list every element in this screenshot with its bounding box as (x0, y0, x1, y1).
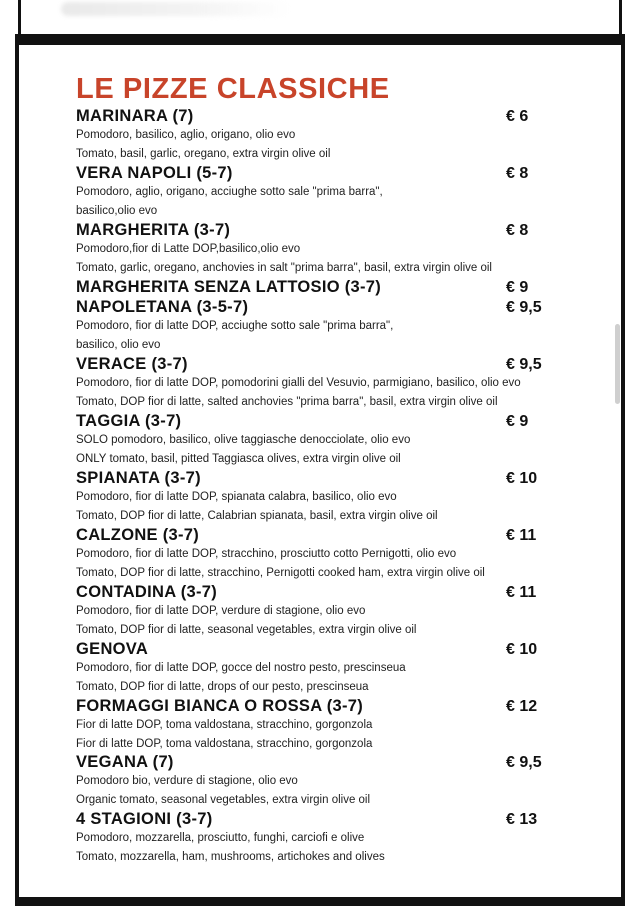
item-name: CONTADINA (3-7) (76, 583, 218, 601)
item-price: € 9 (506, 413, 529, 430)
item-description-en: Tomato, basil, garlic, oregano, extra virgin olive oil (76, 148, 331, 160)
item-name: FORMAGGI BIANCA O ROSSA (3-7) (76, 697, 364, 715)
item-description-en: Organic tomato, seasonal vegetables, extra virgin olive oil (76, 794, 371, 806)
item-name: GENOVA (76, 640, 149, 658)
blurred-caption (61, 2, 291, 16)
item-description-en: Tomato, DOP fior di latte, salted anchovies "prima barra", basil, extra virgin olive oil (76, 396, 498, 408)
item-price: € 10 (506, 641, 538, 658)
menu-item-vegana (76, 753, 566, 810)
menu-item-verace (76, 355, 566, 412)
menu-item-genova (76, 640, 566, 697)
item-price: € 10 (506, 470, 538, 487)
page-bottom-border (15, 897, 625, 906)
item-price: € 13 (506, 811, 538, 828)
menu-item-napoletana (76, 298, 566, 355)
item-description-it: Pomodoro, fior di latte DOP, verdure di stagione, olio evo (76, 605, 366, 617)
item-price: € 8 (506, 165, 529, 182)
item-name: CALZONE (3-7) (76, 526, 200, 544)
item-price: € 9,5 (506, 754, 542, 771)
item-description-en: Fior di latte DOP, toma valdostana, stracchino, gorgonzola (76, 738, 373, 750)
page-separator (15, 34, 625, 45)
item-price: € 11 (506, 527, 537, 544)
item-description-it: Pomodoro, mozzarella, prosciutto, funghi, carciofi e olive (76, 832, 365, 844)
item-price: € 12 (506, 698, 538, 715)
item-description-en: ONLY tomato, basil, pitted Taggiasca olives, extra virgin olive oil (76, 453, 401, 465)
item-name: MARINARA (7) (76, 107, 194, 125)
item-description-en: Tomato, DOP fior di latte, stracchino, Pernigotti cooked ham, extra virgin olive oil (76, 567, 485, 579)
item-description-en: Tomato, garlic, oregano, anchovies in salt "prima barra", basil, extra virgin olive oil (76, 262, 492, 274)
menu-item-taggia (76, 412, 566, 469)
item-name: VEGANA (7) (76, 753, 174, 771)
item-name: VERACE (3-7) (76, 355, 188, 373)
item-description-it: Pomodoro, aglio, origano, acciughe sotto sale "prima barra", (76, 186, 383, 198)
item-name: SPIANATA (3-7) (76, 469, 201, 487)
item-name: MARGHERITA (3-7) (76, 221, 231, 239)
item-name: NAPOLETANA (3-5-7) (76, 298, 249, 316)
item-price: € 8 (506, 222, 529, 239)
menu-item-marinara (76, 107, 566, 164)
section-title: LE PIZZE CLASSICHE (76, 73, 390, 105)
item-description-it: Pomodoro, basilico, aglio, origano, olio evo (76, 129, 296, 141)
item-name: VERA NAPOLI (5-7) (76, 164, 233, 182)
item-price: € 9,5 (506, 356, 542, 373)
item-description-it: Pomodoro, fior di latte DOP, spianata calabra, basilico, olio evo (76, 491, 397, 503)
menu-item-margherita (76, 221, 566, 278)
item-description-en: Tomato, DOP fior di latte, Calabrian spianata, basil, extra virgin olive oil (76, 510, 438, 522)
item-description-it: Pomodoro, fior di latte DOP, pomodorini gialli del Vesuvio, parmigiano, basilico, olio evo (76, 377, 521, 389)
item-description-it: Pomodoro,fior di Latte DOP,basilico,olio evo (76, 243, 301, 255)
item-description-en: basilico, olio evo (76, 339, 161, 351)
menu-item-formaggi (76, 697, 566, 754)
item-description-it: Pomodoro, fior di latte DOP, acciughe sotto sale "prima barra", (76, 320, 394, 332)
menu-item-contadina (76, 583, 566, 640)
item-description-en: Tomato, DOP fior di latte, drops of our pesto, prescinseua (76, 681, 369, 693)
item-description-it: Pomodoro bio, verdure di stagione, olio evo (76, 775, 298, 787)
menu-item-spianata (76, 469, 566, 526)
scrollbar-thumb[interactable] (615, 324, 620, 404)
item-description-en: basilico,olio evo (76, 205, 158, 217)
item-description-it: Fior di latte DOP, toma valdostana, stracchino, gorgonzola (76, 719, 373, 731)
previous-page-edge (18, 0, 622, 34)
item-description-it: SOLO pomodoro, basilico, olive taggiasche denocciolate, olio evo (76, 434, 411, 446)
item-name: TAGGIA (3-7) (76, 412, 182, 430)
item-price: € 9,5 (506, 299, 542, 316)
item-price: € 9 (506, 279, 529, 296)
menu-item-calzone (76, 526, 566, 583)
item-price: € 11 (506, 584, 537, 601)
item-description-en: Tomato, mozzarella, ham, mushrooms, artichokes and olives (76, 851, 385, 863)
menu-item-vera-napoli (76, 164, 566, 221)
item-description-it: Pomodoro, fior di latte DOP, stracchino, prosciutto cotto Pernigotti, olio evo (76, 548, 457, 560)
item-name: 4 STAGIONI (3-7) (76, 810, 213, 828)
item-name: MARGHERITA SENZA LATTOSIO (3-7) (76, 278, 382, 296)
menu-item-margherita-senza-lattosio (76, 278, 566, 297)
item-description-it: Pomodoro, fior di latte DOP, gocce del nostro pesto, prescinseua (76, 662, 406, 674)
item-price: € 6 (506, 108, 529, 125)
menu-item-4-stagioni (76, 810, 566, 867)
item-description-en: Tomato, DOP fior di latte, seasonal vegetables, extra virgin olive oil (76, 624, 417, 636)
